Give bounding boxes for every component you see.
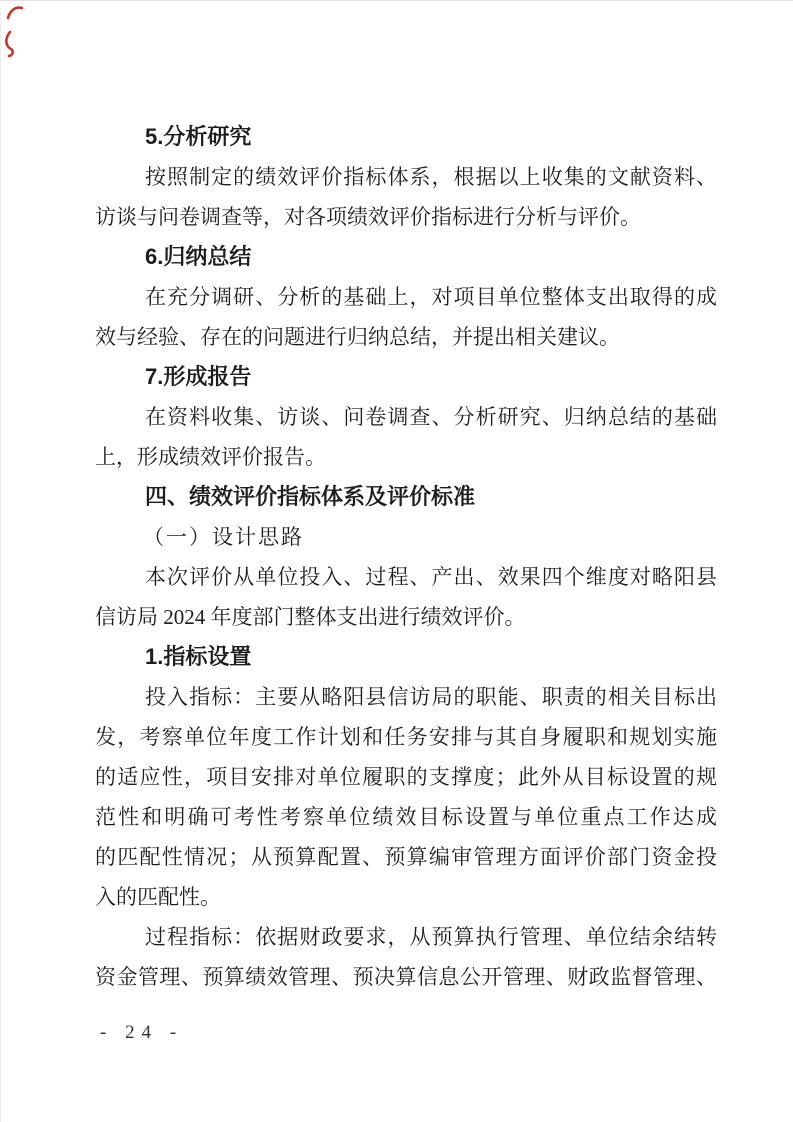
numbered-heading: 7.形成报告 <box>145 364 252 389</box>
red-pen-marks-icon <box>1 2 27 60</box>
paragraph-line: 的匹配性情况；从预算配置、预算编审管理方面评价部门资金投 <box>95 845 717 869</box>
paragraph-line: 入的匹配性。 <box>95 885 221 909</box>
numbered-heading: 6.归纳总结 <box>145 244 252 269</box>
paragraph-line: 上，形成绩效评价报告。 <box>95 445 326 469</box>
paragraph-line: 本次评价从单位投入、过程、产出、效果四个维度对略阳县 <box>145 565 717 589</box>
scan-edge-left <box>0 12 1 1122</box>
paragraph-line: 投入指标：主要从略阳县信访局的职能、职责的相关目标出 <box>145 685 717 709</box>
numbered-heading: 5.分析研究 <box>145 124 252 149</box>
paragraph-line: 在资料收集、访谈、问卷调查、分析研究、归纳总结的基础 <box>145 405 717 429</box>
paragraph-line: 访谈与问卷调查等，对各项绩效评价指标进行分析与评价。 <box>95 205 641 229</box>
page-number: - 24 - <box>100 1022 184 1043</box>
paragraph-line: 发，考察单位年度工作计划和任务安排与其自身履职和规划实施 <box>95 725 717 749</box>
numbered-heading: 1.指标设置 <box>145 644 252 669</box>
paragraph-line: 的适应性，项目安排对单位履职的支撑度；此外从目标设置的规 <box>95 765 717 789</box>
paragraph-line: 在充分调研、分析的基础上，对项目单位整体支出取得的成 <box>145 285 717 309</box>
section-heading: 四、绩效评价指标体系及评价标准 <box>145 484 476 509</box>
document-content <box>95 117 717 997</box>
sub-heading: （一）设计思路 <box>143 525 304 549</box>
paragraph-line: 范性和明确可考性考察单位绩效目标设置与单位重点工作达成 <box>95 805 717 829</box>
paragraph-line: 资金管理、预算绩效管理、预决算信息公开管理、财政监督管理、 <box>95 965 717 989</box>
paragraph-line: 按照制定的绩效评价指标体系，根据以上收集的文献资料、 <box>145 165 717 189</box>
paragraph-line: 信访局 2024 年度部门整体支出进行绩效评价。 <box>95 605 526 629</box>
paragraph-line: 过程指标：依据财政要求，从预算执行管理、单位结余结转 <box>145 925 717 949</box>
scan-edge-top <box>0 0 793 1</box>
paragraph-line: 效与经验、存在的问题进行归纳总结，并提出相关建议。 <box>95 325 620 349</box>
